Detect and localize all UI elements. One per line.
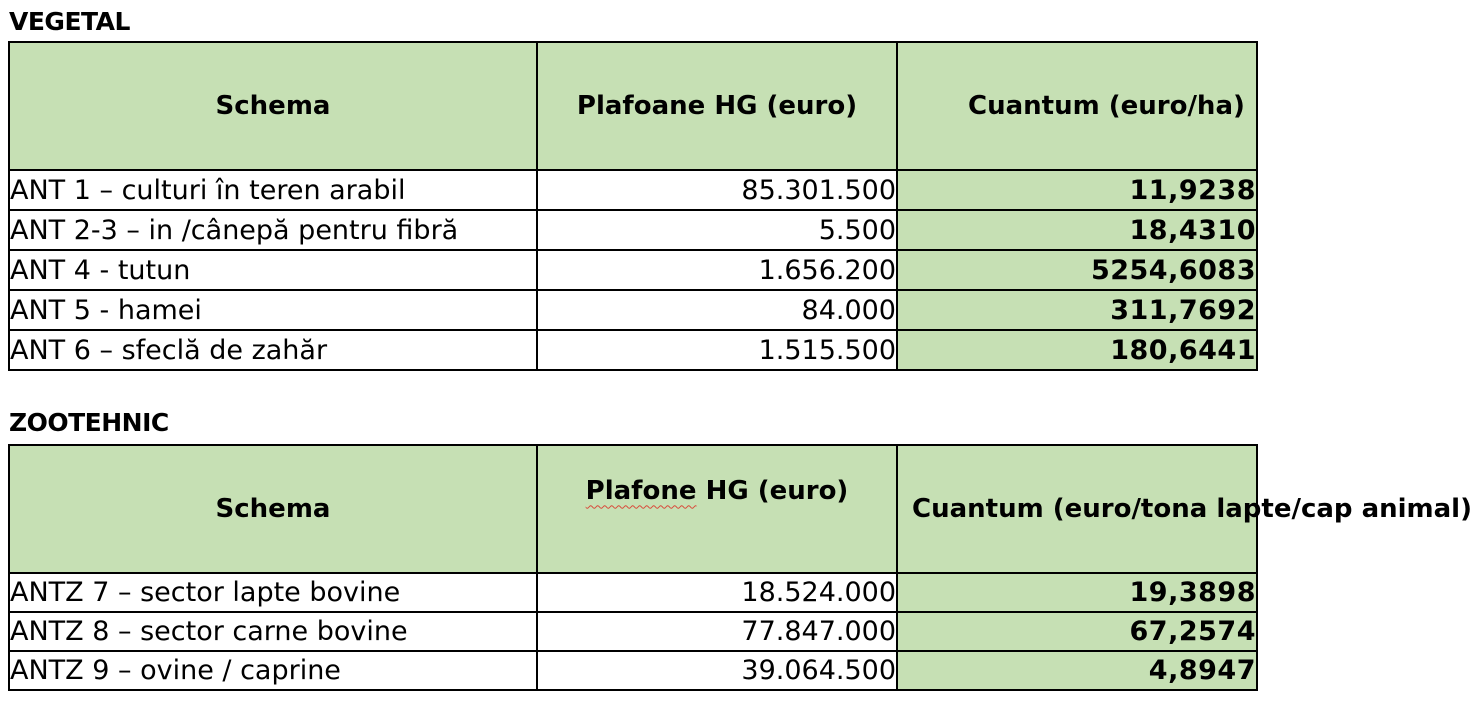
row-amount: 4,8947 xyxy=(897,651,1257,690)
table-row xyxy=(9,651,1257,690)
header-schema: Schema xyxy=(9,42,537,170)
row-amount: 180,6441 xyxy=(897,330,1257,370)
row-schema: ANT 2-3 – in /cânepă pentru fibră xyxy=(9,210,537,250)
row-amount: 18,4310 xyxy=(897,210,1257,250)
row-amount: 67,2574 xyxy=(897,612,1257,651)
table-header-row xyxy=(9,42,1257,170)
row-limit: 39.064.500 xyxy=(537,651,897,690)
header-limit-text xyxy=(586,476,849,506)
row-schema: ANT 1 – culturi în teren arabil xyxy=(9,170,537,210)
row-schema: ANT 5 - hamei xyxy=(9,290,537,330)
header-limit xyxy=(537,445,897,573)
zootehnic-section-title: ZOOTEHNIC xyxy=(9,408,169,437)
header-amount: Cuantum (euro/ha) xyxy=(897,42,1257,170)
table-row xyxy=(9,250,1257,290)
zootehnic-table xyxy=(8,444,1472,691)
header-amount: Cuantum (euro/tona lapte/cap animal) xyxy=(897,445,1257,573)
row-limit: 84.000 xyxy=(537,290,897,330)
row-limit: 1.656.200 xyxy=(537,250,897,290)
row-schema: ANTZ 9 – ovine / caprine xyxy=(9,651,537,690)
row-schema: ANTZ 8 – sector carne bovine xyxy=(9,612,537,651)
row-limit: 1.515.500 xyxy=(537,330,897,370)
row-limit: 18.524.000 xyxy=(537,573,897,612)
table-row xyxy=(9,170,1257,210)
table-row xyxy=(9,612,1257,651)
row-limit: 85.301.500 xyxy=(537,170,897,210)
table-row xyxy=(9,290,1257,330)
vegetal-section-title: VEGETAL xyxy=(9,7,130,36)
row-schema: ANT 4 - tutun xyxy=(9,250,537,290)
header-limit-rest: HG (euro) xyxy=(696,475,849,506)
row-schema: ANT 6 – sfeclă de zahăr xyxy=(9,330,537,370)
row-limit: 5.500 xyxy=(537,210,897,250)
row-amount: 19,3898 xyxy=(897,573,1257,612)
table-row xyxy=(9,573,1257,612)
table-row xyxy=(9,330,1257,370)
vegetal-table xyxy=(8,41,1258,371)
header-limit: Plafoane HG (euro) xyxy=(537,42,897,170)
table-row xyxy=(9,210,1257,250)
row-amount: 11,9238 xyxy=(897,170,1257,210)
row-amount: 311,7692 xyxy=(897,290,1257,330)
header-limit-word: Plafone xyxy=(585,475,697,506)
table-header-row xyxy=(9,445,1257,573)
row-amount: 5254,6083 xyxy=(897,250,1257,290)
row-limit: 77.847.000 xyxy=(537,612,897,651)
header-schema: Schema xyxy=(9,445,537,573)
row-schema: ANTZ 7 – sector lapte bovine xyxy=(9,573,537,612)
